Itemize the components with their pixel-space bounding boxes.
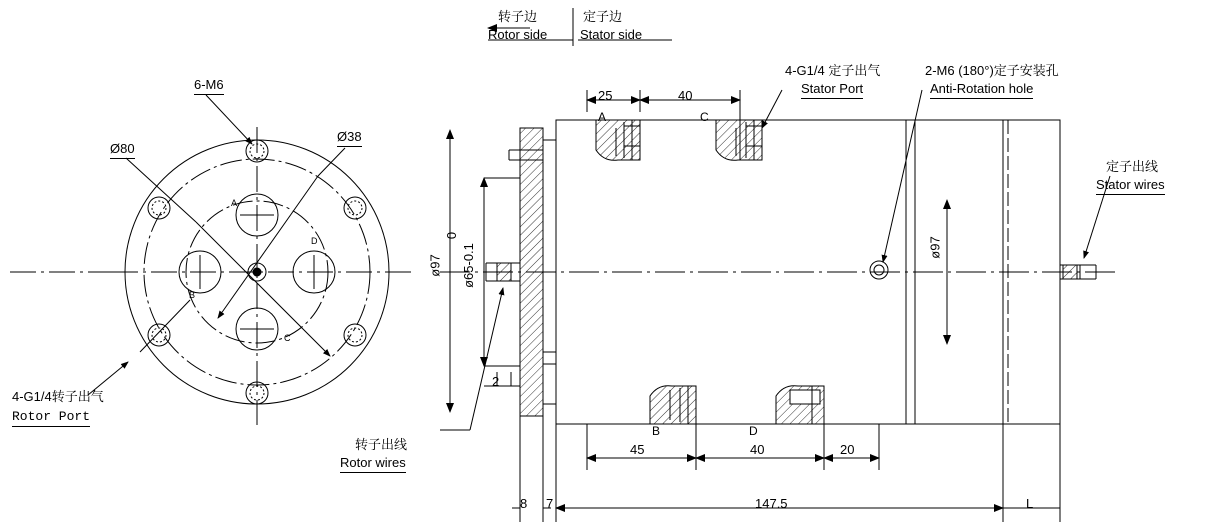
dim-d97-left: ø97	[427, 254, 443, 277]
dim-20: 20	[840, 442, 855, 457]
front-port-letter-c: C	[284, 333, 291, 343]
dim-25: 25	[598, 88, 613, 103]
rotor-wires-label-en: Rotor wires	[340, 456, 406, 473]
dim-147-5: 147.5	[755, 496, 788, 511]
dim-d65-tolerance: ø65-0.1	[460, 243, 476, 288]
dim-d97-right: ø97	[927, 236, 943, 259]
front-port-letter-d: D	[311, 236, 318, 246]
dim-8: 8	[520, 496, 528, 511]
section-port-letter-c: C	[700, 110, 709, 124]
section-port-letter-a: A	[598, 110, 607, 124]
stator-port-label-cn: 4-G1/4 定子出气	[785, 63, 881, 78]
anti-rotation-label-en: Anti-Rotation hole	[930, 82, 1033, 99]
six-m6-label: 6-M6	[194, 78, 224, 95]
stator-wires-label-en: Stator wires	[1096, 178, 1165, 195]
front-port-letter-b: B	[189, 290, 196, 300]
section-port-letter-b: B	[652, 424, 661, 438]
dim-d65-upper-tolerance: 0	[444, 231, 460, 240]
dim-7: 7	[546, 496, 554, 511]
port-section-C	[716, 120, 762, 160]
stator-side-label-en: Stator side	[580, 27, 643, 42]
d38-label: Ø38	[337, 130, 362, 147]
front-port-letter-a: A	[231, 198, 238, 208]
dim-45: 45	[630, 442, 645, 457]
rotor-wires-label-cn: 转子出线	[355, 437, 408, 452]
rotor-side-label-cn: 转子边	[498, 9, 538, 24]
dim-2: 2	[492, 374, 500, 389]
port-section-D	[776, 386, 824, 424]
rotor-port-label-cn: 4-G1/4转子出气	[12, 389, 104, 404]
section-view	[440, 90, 1120, 522]
anti-rotation-label-cn: 2-M6 (180°)定子安装孔	[925, 63, 1059, 78]
section-port-letter-d: D	[749, 424, 758, 438]
port-section-B	[650, 386, 696, 424]
rotor-side-label-en: Rotor side	[488, 27, 548, 42]
stator-side-label-cn: 定子边	[583, 9, 623, 24]
port-section-A	[596, 120, 640, 160]
stator-wires-label-cn: 定子出线	[1106, 159, 1159, 174]
d80-label: Ø80	[110, 142, 135, 159]
stator-port-label-en: Stator Port	[801, 82, 863, 99]
dim-L: L	[1026, 496, 1034, 511]
dim-40-bottom: 40	[750, 442, 765, 457]
rotor-port-label-en: Rotor Port	[12, 410, 90, 427]
dim-40-top: 40	[678, 88, 693, 103]
